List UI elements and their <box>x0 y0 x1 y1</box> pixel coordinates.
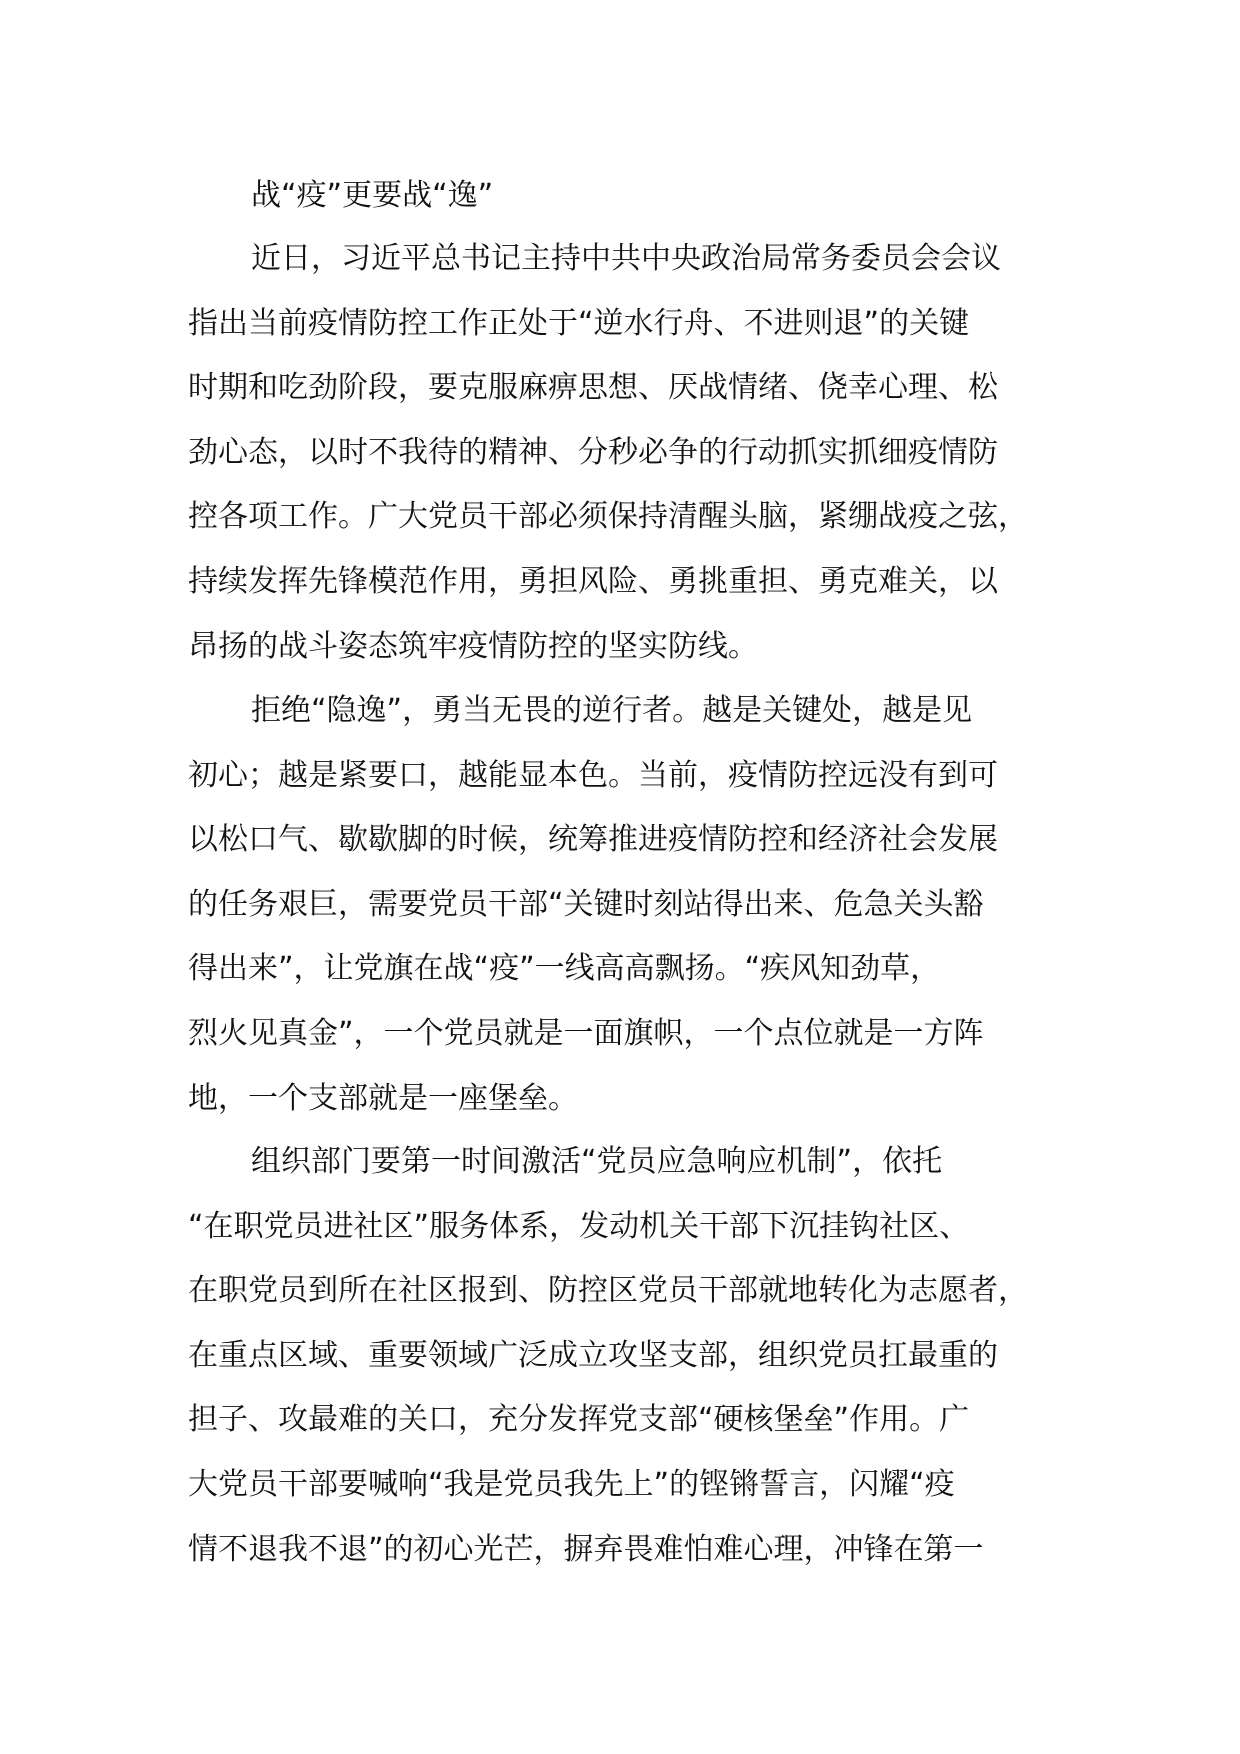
paragraph-line: 大党员干部要喊响“我是党员我先上”的铿锵誓言，闪耀“疫 <box>188 1466 955 1502</box>
paragraph-line: 昂扬的战斗姿态筑牢疫情防控的坚实防线。 <box>188 628 758 664</box>
paragraph-1 <box>188 239 1028 691</box>
paragraph-line: 控各项工作。广大党员干部必须保持清醒头脑，紧绷战疫之弦， <box>188 499 1028 535</box>
paragraph-line: “在职党员进社区”服务体系，发动机关干部下沉挂钩社区、 <box>188 1208 970 1244</box>
paragraph-line: 近日，习近平总书记主持中共中央政治局常务委员会会议 <box>251 241 1001 276</box>
paragraph-line: 烈火见真金”，一个党员就是一面旗帜，一个点位就是一方阵 <box>188 1015 984 1051</box>
paragraph-2 <box>188 691 998 1143</box>
paragraph-line: 得出来”，让党旗在战“疫”一线高高飘扬。“疾风知劲草， <box>188 951 941 987</box>
paragraph-line: 时期和吃劲阶段，要克服麻痹思想、厌战情绪、侥幸心理、松 <box>188 370 998 406</box>
paragraph-3 <box>188 1142 1028 1594</box>
paragraph-line: 在重点区域、重要领域广泛成立攻坚支部，组织党员扛最重的 <box>188 1337 998 1373</box>
paragraph-line: 劲心态，以时不我待的精神、分秒必争的行动抓实抓细疫情防 <box>188 434 998 470</box>
paragraph-line: 持续发挥先锋模范作用，勇担风险、勇挑重担、勇克难关，以 <box>188 563 998 599</box>
paragraph-line: 初心；越是紧要口，越能显本色。当前，疫情防控远没有到可 <box>188 757 998 793</box>
paragraph-line: 的任务艰巨，需要党员干部“关键时刻站得出来、危急关头豁 <box>188 886 984 922</box>
paragraph-line: 在职党员到所在社区报到、防控区党员干部就地转化为志愿者， <box>188 1273 1028 1309</box>
paragraph-line: 地，一个支部就是一座堡垒。 <box>188 1080 578 1116</box>
paragraph-line: 指出当前疫情防控工作正处于“逆水行舟、不进则退”的关键 <box>188 305 970 341</box>
paragraph-line: 以松口气、歇歇脚的时候，统筹推进疫情防控和经济社会发展 <box>188 822 998 858</box>
document-title: 战“疫”更要战“逸” <box>251 178 494 213</box>
paragraph-line: 情不退我不退”的初心光芒，摒弃畏难怕难心理，冲锋在第一 <box>188 1531 984 1567</box>
paragraph-line: 拒绝“隐逸”，勇当无畏的逆行者。越是关键处，越是见 <box>251 693 973 728</box>
paragraph-line: 担子、攻最难的关口，充分发挥党支部“硬核堡垒”作用。广 <box>188 1402 970 1438</box>
paragraph-line: 组织部门要第一时间激活“党员应急响应机制”，依托 <box>251 1144 943 1179</box>
